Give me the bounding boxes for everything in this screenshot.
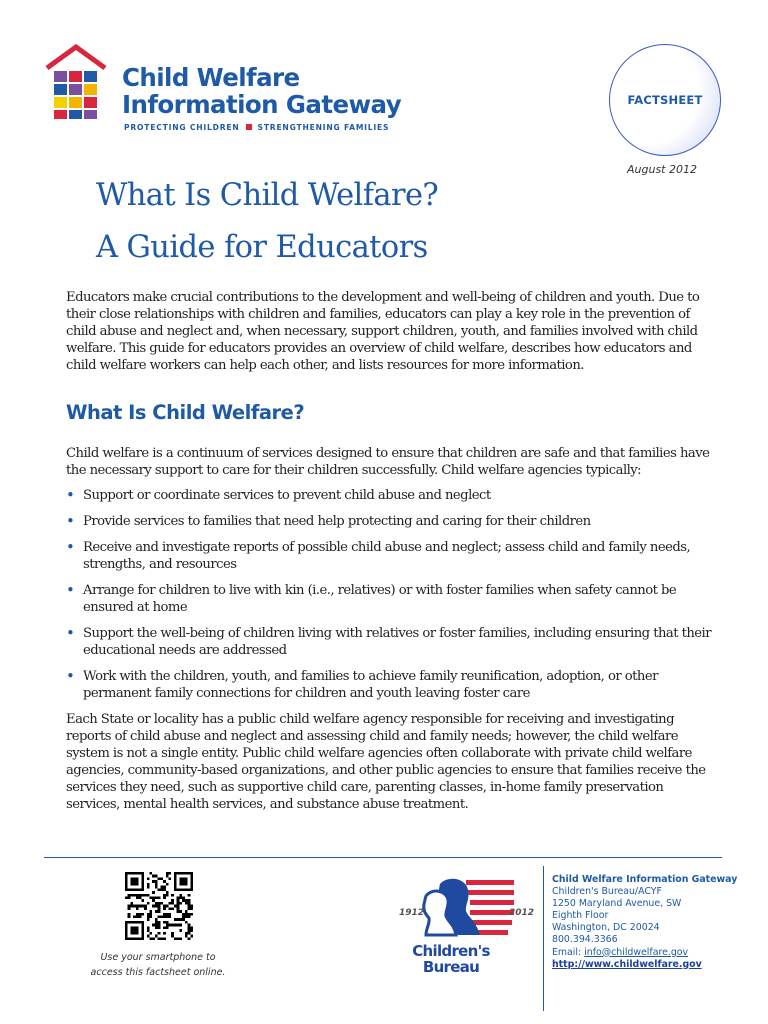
list-item: • Work with the children, youth, and families to achieve family reunification, adoption, or other permanent family connections for children and youth leaving foster care [66, 668, 716, 702]
services-list [66, 487, 716, 711]
website-link[interactable]: http://www.childwelfare.gov [552, 958, 702, 970]
house-logo-icon [44, 44, 108, 120]
publication-date: August 2012 [627, 163, 697, 176]
section-lead-paragraph: Child welfare is a continuum of services designed to ensure that children are safe and that families have the necessary support to care for their children successfully. Child welfare agencies typically: [66, 446, 710, 478]
cb-year-start: 1912 [399, 908, 425, 918]
tagline-separator-icon [246, 124, 252, 130]
logo-line-1: Child Welfare [122, 63, 300, 92]
factsheet-badge [609, 44, 721, 156]
cb-wordmark [402, 943, 500, 975]
email-link[interactable]: info@childwelfare.gov [584, 946, 689, 958]
list-item: • Provide services to families that need help protecting and caring for their children [66, 513, 716, 530]
qr-caption-line-2: access this factsheet online. [90, 967, 226, 978]
qr-caption-line-1: Use your smartphone to [100, 952, 216, 963]
contact-block [552, 874, 737, 971]
contact-org: Child Welfare Information Gateway [552, 874, 738, 885]
contact-line: Children's Bureau/ACYF [552, 886, 662, 898]
logo-wordmark [122, 64, 401, 118]
cb-year-end: 2012 [509, 908, 535, 918]
title-line-1: What Is Child Welfare? [96, 178, 439, 213]
contact-phone: 800.394.3366 [552, 934, 618, 946]
gateway-logo[interactable] [44, 44, 404, 144]
contact-email-row [552, 947, 737, 959]
logo-line-2: Information Gateway [122, 90, 402, 119]
title-line-2: A Guide for Educators [96, 230, 428, 265]
email-label: Email: [552, 946, 585, 958]
contact-line: Eighth Floor [552, 910, 609, 922]
factsheet-label: FACTSHEET [627, 93, 703, 107]
list-item: • Arrange for children to live with kin (i.e., relatives) or with foster families when safety cannot be ensured at home [66, 582, 716, 616]
cb-name-line-2: Bureau [422, 958, 480, 976]
qr-code-icon[interactable] [125, 872, 193, 940]
footer-vertical-divider [543, 866, 544, 1011]
list-item: • Receive and investigate reports of possible child abuse and neglect; assess child and family needs, strengths, and resources [66, 539, 716, 573]
contact-line: 1250 Maryland Avenue, SW [552, 898, 682, 910]
list-item: • Support the well-being of children living with relatives or foster families, including ensuring that their educational needs are addressed [66, 625, 716, 659]
section-heading: What Is Child Welfare? [66, 401, 305, 424]
page-title [96, 170, 438, 274]
tagline-left: PROTECTING CHILDREN [124, 123, 240, 132]
intro-paragraph: Educators make crucial contributions to the development and well-being of children and youth. Due to their close relationships with children and families, educators can play a key role in the prevention of child abuse and neglect and, when necessary, support children, youth, and families involved with child welfare. This guide for educators provides an overview of child welfare, describes how educators and child welfare workers can help each other, and lists resources for more information. [66, 290, 700, 373]
childrens-bureau-logo[interactable] [396, 874, 534, 1004]
list-item: • Support or coordinate services to prevent child abuse and neglect [66, 487, 716, 504]
footer-divider [44, 857, 722, 858]
contact-line: Washington, DC 20024 [552, 922, 660, 934]
logo-tagline [124, 123, 389, 132]
cb-name-line-1: Children's [412, 942, 490, 960]
closing-paragraph: Each State or locality has a public child welfare agency responsible for receiving and investigating reports of child abuse and neglect and assessing child and family needs; however, the child welfare system is not a single entity. Public child welfare agencies often collaborate with private child welfare agencies, community-based organizations, and other public agencies to ensure that families receive the services they need, such as supportive child care, parenting classes, in-home family preservation services, mental health services, and substance abuse treatment. [66, 712, 706, 812]
tagline-right: STRENGTHENING FAMILIES [257, 123, 390, 132]
qr-caption [60, 950, 256, 980]
